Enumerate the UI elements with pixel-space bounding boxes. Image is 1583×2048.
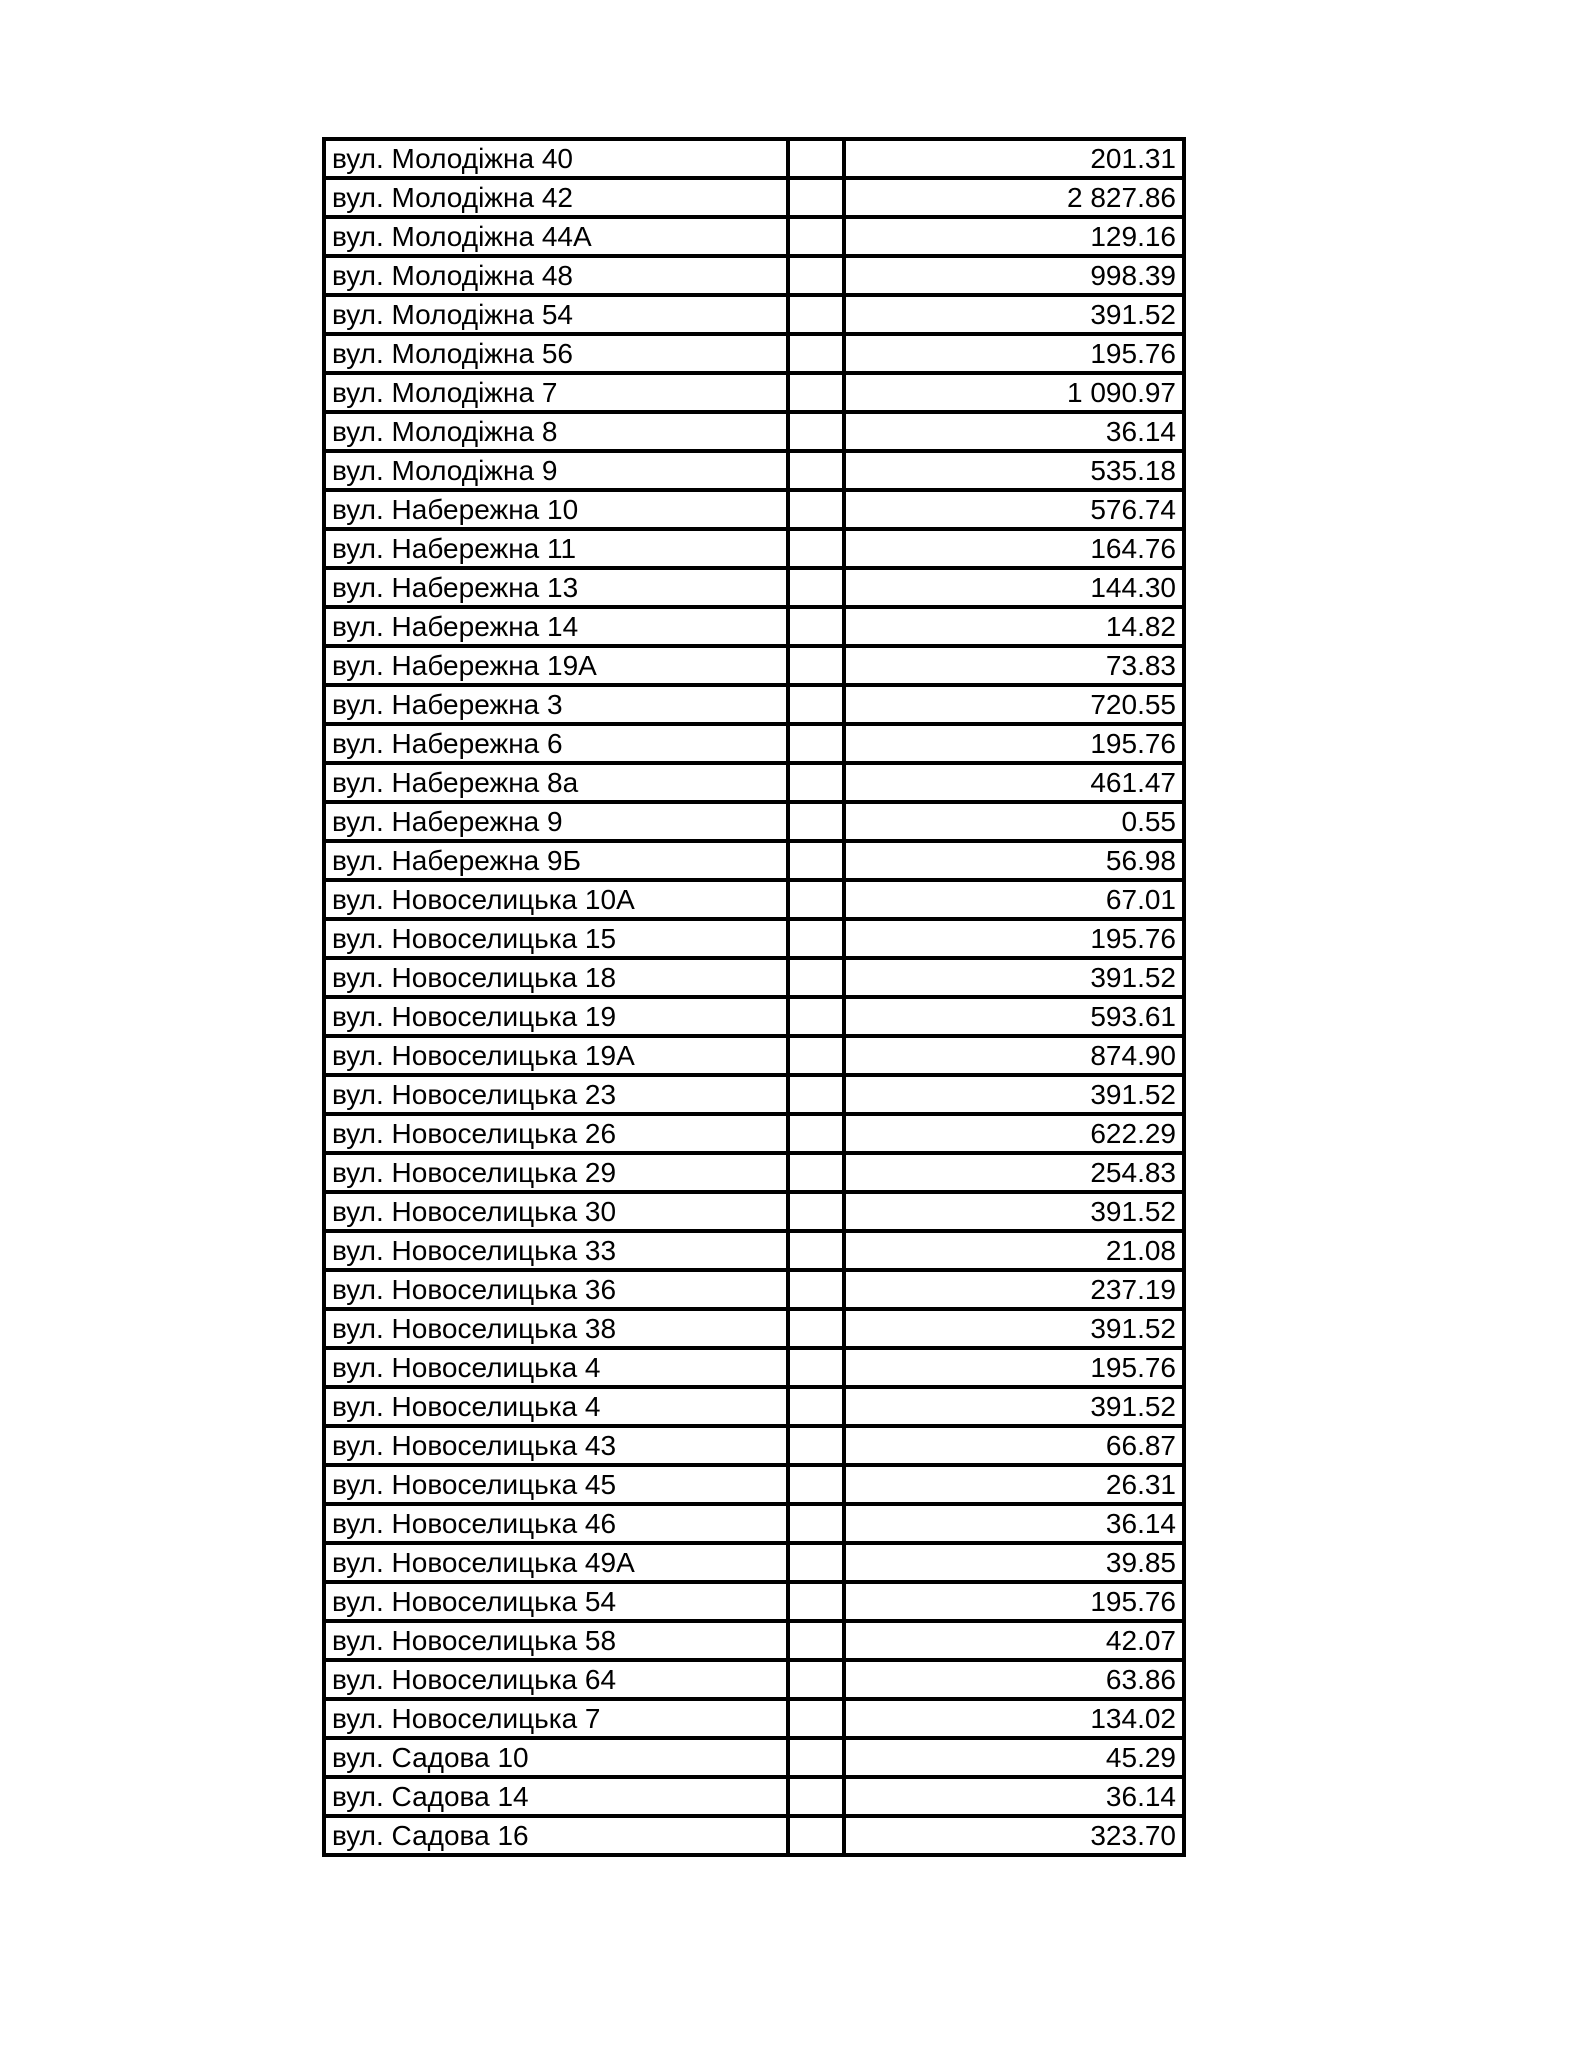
empty-cell: [788, 1738, 844, 1777]
address-cell: вул. Новоселицька 4: [324, 1348, 788, 1387]
table-row: [324, 1816, 1184, 1855]
address-cell: вул. Новоселицька 15: [324, 919, 788, 958]
table-row: [324, 1387, 1184, 1426]
empty-cell: [788, 139, 844, 178]
empty-cell: [788, 1348, 844, 1387]
address-cell: вул. Новоселицька 54: [324, 1582, 788, 1621]
address-cell: вул. Новоселицька 45: [324, 1465, 788, 1504]
empty-cell: [788, 451, 844, 490]
amount-cell: 874.90: [844, 1036, 1184, 1075]
empty-cell: [788, 1270, 844, 1309]
address-cell: вул. Новоселицька 7: [324, 1699, 788, 1738]
table-row: [324, 1426, 1184, 1465]
table-row: [324, 1231, 1184, 1270]
amount-cell: 42.07: [844, 1621, 1184, 1660]
address-cell: вул. Молодіжна 8: [324, 412, 788, 451]
amount-cell: 593.61: [844, 997, 1184, 1036]
address-cell: вул. Новоселицька 38: [324, 1309, 788, 1348]
table-row: [324, 490, 1184, 529]
empty-cell: [788, 568, 844, 607]
amount-cell: 391.52: [844, 295, 1184, 334]
address-cell: вул. Садова 10: [324, 1738, 788, 1777]
address-cell: вул. Молодіжна 7: [324, 373, 788, 412]
address-cell: вул. Молодіжна 44А: [324, 217, 788, 256]
table-row: [324, 217, 1184, 256]
address-cell: вул. Молодіжна 48: [324, 256, 788, 295]
amount-cell: 45.29: [844, 1738, 1184, 1777]
table-row: [324, 1504, 1184, 1543]
address-cell: вул. Набережна 9: [324, 802, 788, 841]
address-cell: вул. Новоселицька 43: [324, 1426, 788, 1465]
table-row: [324, 1543, 1184, 1582]
amount-cell: 195.76: [844, 919, 1184, 958]
empty-cell: [788, 1075, 844, 1114]
address-cell: вул. Новоселицька 26: [324, 1114, 788, 1153]
address-cell: вул. Новоселицька 29: [324, 1153, 788, 1192]
table-row: [324, 451, 1184, 490]
amount-cell: 535.18: [844, 451, 1184, 490]
empty-cell: [788, 1036, 844, 1075]
table-row: [324, 1270, 1184, 1309]
empty-cell: [788, 1543, 844, 1582]
table-row: [324, 763, 1184, 802]
table-row: [324, 607, 1184, 646]
address-cell: вул. Молодіжна 9: [324, 451, 788, 490]
address-cell: вул. Новоселицька 30: [324, 1192, 788, 1231]
amount-cell: 2 827.86: [844, 178, 1184, 217]
empty-cell: [788, 256, 844, 295]
amount-cell: 73.83: [844, 646, 1184, 685]
empty-cell: [788, 919, 844, 958]
table-row: [324, 1153, 1184, 1192]
amount-cell: 391.52: [844, 1075, 1184, 1114]
empty-cell: [788, 1387, 844, 1426]
address-cell: вул. Набережна 11: [324, 529, 788, 568]
empty-cell: [788, 1582, 844, 1621]
empty-cell: [788, 1192, 844, 1231]
address-cell: вул. Набережна 9Б: [324, 841, 788, 880]
table-row: [324, 841, 1184, 880]
table-row: [324, 685, 1184, 724]
table-row: [324, 373, 1184, 412]
amount-cell: 36.14: [844, 412, 1184, 451]
amount-cell: 237.19: [844, 1270, 1184, 1309]
table-row: [324, 1699, 1184, 1738]
table-row: [324, 646, 1184, 685]
empty-cell: [788, 1777, 844, 1816]
empty-cell: [788, 1816, 844, 1855]
amount-cell: 391.52: [844, 1192, 1184, 1231]
empty-cell: [788, 880, 844, 919]
empty-cell: [788, 1231, 844, 1270]
amount-cell: 1 090.97: [844, 373, 1184, 412]
amount-cell: 195.76: [844, 724, 1184, 763]
empty-cell: [788, 295, 844, 334]
amount-cell: 67.01: [844, 880, 1184, 919]
amount-cell: 36.14: [844, 1504, 1184, 1543]
table-row: [324, 1192, 1184, 1231]
amount-cell: 461.47: [844, 763, 1184, 802]
table-row: [324, 529, 1184, 568]
empty-cell: [788, 334, 844, 373]
table-row: [324, 256, 1184, 295]
table-row: [324, 1777, 1184, 1816]
empty-cell: [788, 841, 844, 880]
amount-cell: 391.52: [844, 1387, 1184, 1426]
address-cell: вул. Новоселицька 19А: [324, 1036, 788, 1075]
amount-cell: 195.76: [844, 1582, 1184, 1621]
address-cell: вул. Набережна 13: [324, 568, 788, 607]
address-cell: вул. Новоселицька 10А: [324, 880, 788, 919]
table-row: [324, 802, 1184, 841]
address-cell: вул. Новоселицька 64: [324, 1660, 788, 1699]
amount-cell: 36.14: [844, 1777, 1184, 1816]
empty-cell: [788, 373, 844, 412]
empty-cell: [788, 529, 844, 568]
amount-cell: 576.74: [844, 490, 1184, 529]
empty-cell: [788, 1660, 844, 1699]
table-row: [324, 334, 1184, 373]
table-row: [324, 1036, 1184, 1075]
empty-cell: [788, 1465, 844, 1504]
table-row: [324, 1582, 1184, 1621]
table-row: [324, 880, 1184, 919]
address-cell: вул. Набережна 8а: [324, 763, 788, 802]
amount-cell: 14.82: [844, 607, 1184, 646]
empty-cell: [788, 1699, 844, 1738]
empty-cell: [788, 646, 844, 685]
address-cell: вул. Новоселицька 46: [324, 1504, 788, 1543]
address-cell: вул. Новоселицька 23: [324, 1075, 788, 1114]
empty-cell: [788, 997, 844, 1036]
table-row: [324, 1075, 1184, 1114]
table-row: [324, 919, 1184, 958]
amount-cell: 195.76: [844, 1348, 1184, 1387]
table-row: [324, 997, 1184, 1036]
empty-cell: [788, 685, 844, 724]
table-row: [324, 958, 1184, 997]
empty-cell: [788, 1309, 844, 1348]
empty-cell: [788, 802, 844, 841]
empty-cell: [788, 724, 844, 763]
table-body: [324, 139, 1184, 1855]
table-row: [324, 295, 1184, 334]
table-row: [324, 1309, 1184, 1348]
amount-cell: 254.83: [844, 1153, 1184, 1192]
table-row: [324, 1465, 1184, 1504]
amount-cell: 56.98: [844, 841, 1184, 880]
address-cell: вул. Новоселицька 36: [324, 1270, 788, 1309]
table-row: [324, 1348, 1184, 1387]
empty-cell: [788, 1153, 844, 1192]
table-row: [324, 139, 1184, 178]
amount-cell: 144.30: [844, 568, 1184, 607]
empty-cell: [788, 1114, 844, 1153]
empty-cell: [788, 1426, 844, 1465]
amount-cell: 720.55: [844, 685, 1184, 724]
table-row: [324, 724, 1184, 763]
address-cell: вул. Новоселицька 19: [324, 997, 788, 1036]
table-row: [324, 178, 1184, 217]
address-cell: вул. Молодіжна 40: [324, 139, 788, 178]
empty-cell: [788, 178, 844, 217]
empty-cell: [788, 1621, 844, 1660]
table-row: [324, 1738, 1184, 1777]
address-cell: вул. Набережна 10: [324, 490, 788, 529]
amount-cell: 39.85: [844, 1543, 1184, 1582]
amount-cell: 66.87: [844, 1426, 1184, 1465]
address-cell: вул. Новоселицька 58: [324, 1621, 788, 1660]
address-amount-table: [322, 137, 1186, 1857]
address-cell: вул. Садова 14: [324, 1777, 788, 1816]
amount-cell: 998.39: [844, 256, 1184, 295]
empty-cell: [788, 1504, 844, 1543]
address-cell: вул. Новоселицька 18: [324, 958, 788, 997]
empty-cell: [788, 607, 844, 646]
address-cell: вул. Набережна 14: [324, 607, 788, 646]
table-row: [324, 412, 1184, 451]
amount-cell: 134.02: [844, 1699, 1184, 1738]
amount-cell: 129.16: [844, 217, 1184, 256]
empty-cell: [788, 958, 844, 997]
amount-cell: 26.31: [844, 1465, 1184, 1504]
address-cell: вул. Молодіжна 54: [324, 295, 788, 334]
address-cell: вул. Новоселицька 49А: [324, 1543, 788, 1582]
table-row: [324, 1660, 1184, 1699]
address-cell: вул. Молодіжна 56: [324, 334, 788, 373]
table-row: [324, 1114, 1184, 1153]
empty-cell: [788, 490, 844, 529]
amount-cell: 0.55: [844, 802, 1184, 841]
table-row: [324, 568, 1184, 607]
empty-cell: [788, 217, 844, 256]
address-cell: вул. Набережна 6: [324, 724, 788, 763]
address-cell: вул. Новоселицька 4: [324, 1387, 788, 1426]
amount-cell: 391.52: [844, 1309, 1184, 1348]
address-cell: вул. Набережна 3: [324, 685, 788, 724]
amount-cell: 63.86: [844, 1660, 1184, 1699]
amount-cell: 622.29: [844, 1114, 1184, 1153]
table-row: [324, 1621, 1184, 1660]
amount-cell: 21.08: [844, 1231, 1184, 1270]
amount-cell: 391.52: [844, 958, 1184, 997]
address-cell: вул. Новоселицька 33: [324, 1231, 788, 1270]
address-cell: вул. Набережна 19А: [324, 646, 788, 685]
amount-cell: 201.31: [1090, 143, 1176, 174]
empty-cell: [788, 763, 844, 802]
empty-cell: [788, 412, 844, 451]
address-cell: вул. Молодіжна 42: [324, 178, 788, 217]
amount-cell: 195.76: [844, 334, 1184, 373]
amount-cell: 323.70: [844, 1816, 1184, 1855]
address-cell: вул. Садова 16: [324, 1816, 788, 1855]
amount-cell: 164.76: [844, 529, 1184, 568]
